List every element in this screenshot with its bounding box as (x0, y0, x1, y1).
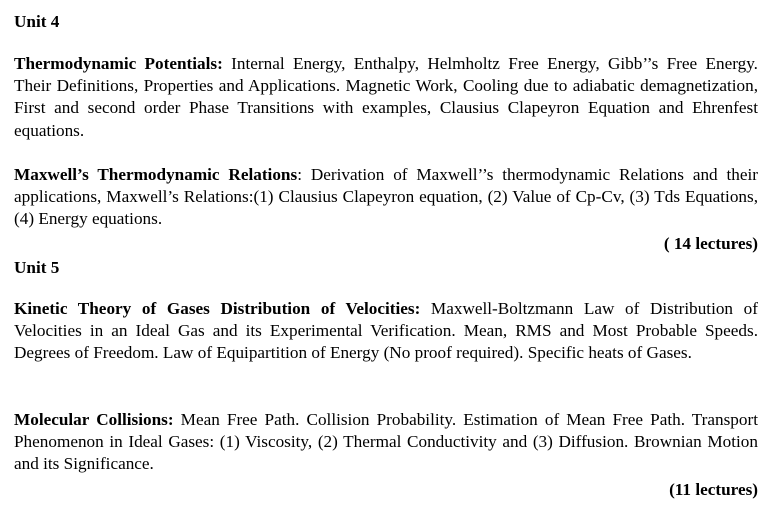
section-title: Molecular Collisions: (14, 410, 174, 429)
kinetic-theory-paragraph (14, 298, 758, 365)
unit-4-heading: Unit 4 (14, 12, 60, 31)
maxwell-relations-paragraph (14, 164, 758, 231)
section-body: Internal Energy, Enthalpy, Helmholtz Free Energy, Gibb’’s Free Energy. Their Definitions, Properties and Applications. Magnetic Work, Cooling due to adiabatic demagnetization, First and second order Phase Transitions with examples, Clausius Clapeyron Equation and Ehrenfest equations. (14, 54, 758, 140)
section-title: Maxwell’s Thermodynamic Relations (14, 165, 298, 184)
section-title: Kinetic Theory of Gases Distribution of Velocities: (14, 299, 421, 318)
thermodynamic-potentials-paragraph (14, 53, 758, 142)
section-body: : Derivation of Maxwell’’s thermodynamic Relations and their applications, Maxwell’s Relations:(1) Clausius Clapeyron equation, (2) Value of Cp-Cv, (3) Tds Equations, (4) Energy equations. (14, 165, 759, 229)
section-body: Maxwell-Boltzmann Law of Distribution of Velocities in an Ideal Gas and its Experimental Verification. Mean, RMS and Most Probable Speeds. Degrees of Freedom. Law of Equipartition of Energy (No proof required). Specific heats of Gases. (14, 299, 758, 363)
section-body: Mean Free Path. Collision Probability. Estimation of Mean Free Path. Transport Phenomenon in Ideal Gases: (1) Viscosity, (2) Thermal Conductivity and (3) Diffusion. Brownian Motion and its Significance. (14, 410, 758, 474)
unit-4-lectures: ( 14 lectures) (663, 234, 758, 253)
unit-5-lectures: (11 lectures) (669, 480, 758, 499)
section-title: Thermodynamic Potentials: (14, 54, 223, 73)
molecular-collisions-paragraph (14, 409, 758, 476)
unit-5-heading: Unit 5 (14, 258, 60, 277)
